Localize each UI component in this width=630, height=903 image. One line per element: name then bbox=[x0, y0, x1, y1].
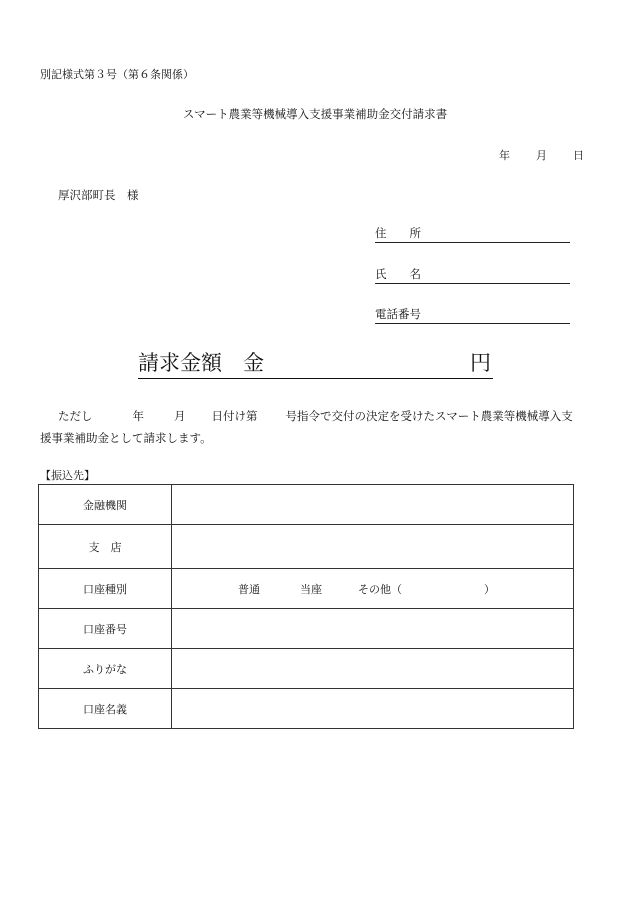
branch-cell[interactable] bbox=[172, 525, 574, 569]
table-row bbox=[39, 689, 574, 729]
account-type-cell[interactable] bbox=[172, 569, 574, 609]
table-row bbox=[39, 609, 574, 649]
account-number-cell[interactable] bbox=[172, 609, 574, 649]
note-month: 月 bbox=[174, 409, 186, 423]
note-year: 年 bbox=[132, 409, 144, 423]
bank-name-cell[interactable] bbox=[172, 485, 574, 525]
address-label: 住 所 bbox=[375, 226, 421, 240]
account-number-label: 口座番号 bbox=[39, 609, 172, 649]
date-day: 日 bbox=[573, 149, 584, 162]
document-title: スマート農業等機械導入支援事業補助金交付請求書 bbox=[182, 107, 448, 121]
note-line2: 援事業補助金として請求します。 bbox=[40, 431, 212, 445]
claim-statement bbox=[40, 405, 595, 449]
furigana-cell[interactable] bbox=[172, 649, 574, 689]
form-number: 別記様式第３号（第６条関係） bbox=[40, 68, 194, 81]
bank-name-label: 金融機関 bbox=[39, 485, 172, 525]
account-type-label: 口座種別 bbox=[39, 569, 172, 609]
name-field[interactable] bbox=[375, 265, 570, 284]
address-field[interactable] bbox=[375, 224, 570, 243]
account-type-current[interactable]: 当座 bbox=[300, 582, 322, 596]
date-line bbox=[499, 147, 584, 163]
table-row bbox=[39, 525, 574, 569]
account-holder-cell[interactable] bbox=[172, 689, 574, 729]
date-month: 月 bbox=[536, 149, 547, 162]
account-type-other-close: ） bbox=[484, 582, 495, 596]
bank-heading: 【振込先】 bbox=[40, 469, 95, 482]
claim-amount-label: 請求金額 金 bbox=[138, 351, 264, 375]
note-prefix: ただし bbox=[58, 409, 93, 423]
furigana-label: ふりがな bbox=[39, 649, 172, 689]
branch-label: 支 店 bbox=[39, 525, 172, 569]
phone-label: 電話番号 bbox=[375, 307, 421, 321]
table-row bbox=[39, 569, 574, 609]
yen-unit: 円 bbox=[470, 351, 491, 375]
table-row bbox=[39, 485, 574, 525]
note-rest: 号指令で交付の決定を受けたスマート農業等機械導入支 bbox=[285, 409, 573, 423]
phone-field[interactable] bbox=[375, 305, 570, 324]
claim-amount-line[interactable] bbox=[138, 348, 493, 379]
name-label: 氏 名 bbox=[375, 267, 421, 281]
account-type-ordinary[interactable]: 普通 bbox=[238, 582, 260, 596]
note-date-suffix: 日付け第 bbox=[211, 409, 258, 423]
table-row bbox=[39, 649, 574, 689]
account-type-other[interactable]: その他（ bbox=[358, 582, 402, 596]
account-holder-label: 口座名義 bbox=[39, 689, 172, 729]
bank-account-table bbox=[38, 484, 574, 729]
addressee: 厚沢部町長 様 bbox=[58, 188, 139, 202]
date-year: 年 bbox=[499, 149, 510, 162]
